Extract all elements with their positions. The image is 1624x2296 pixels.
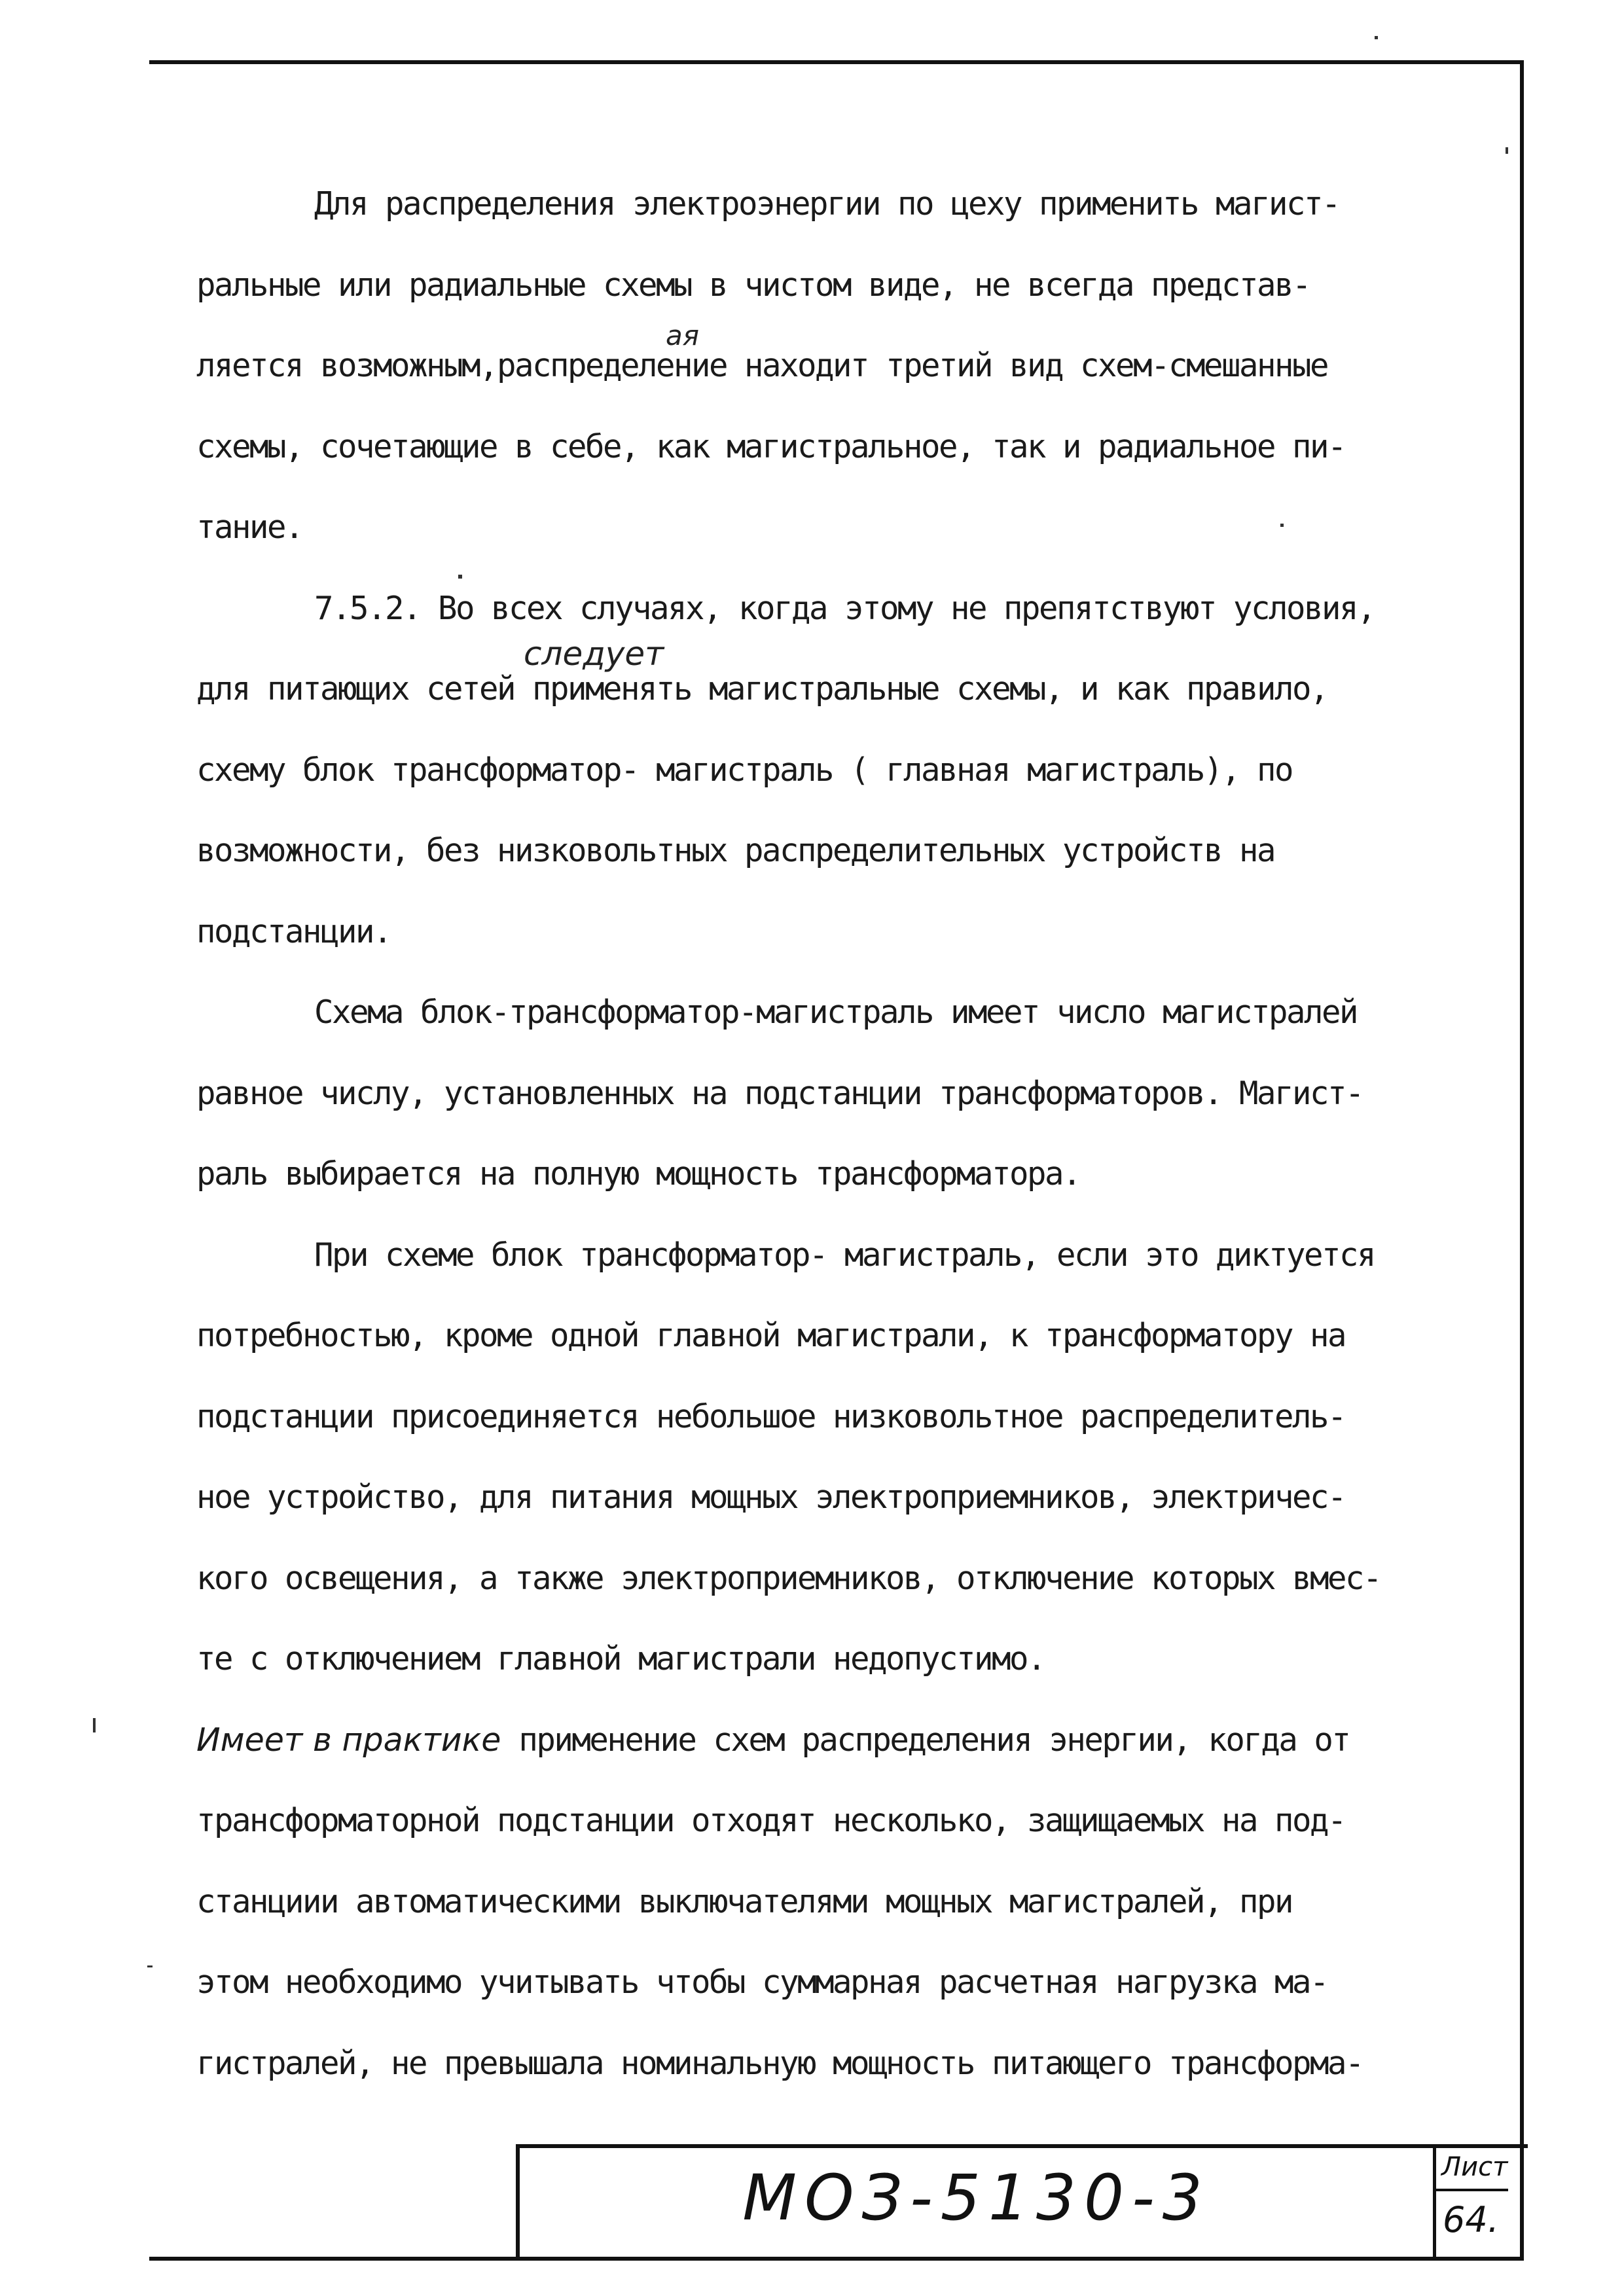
handwritten-note-aya: ая xyxy=(666,319,700,351)
sheet-cell xyxy=(1436,2148,1528,2261)
scan-speck xyxy=(93,1718,96,1732)
sheet-number: 64. xyxy=(1443,2199,1499,2240)
text-line-22: станциии автоматическими выключателями мощных магистралей, при xyxy=(196,1882,1293,1920)
scan-speck xyxy=(1280,524,1284,527)
document-code: МОЗ-5130-3 xyxy=(742,2161,1210,2234)
text-line-5: тание. xyxy=(196,509,303,546)
text-line-13: раль выбирается на полную мощность трансформатора. xyxy=(196,1155,1081,1193)
scan-speck xyxy=(458,575,462,579)
sheet-divider xyxy=(1436,2189,1508,2191)
scan-speck xyxy=(147,1965,153,1967)
scan-speck xyxy=(1375,36,1378,39)
scan-speck xyxy=(1506,147,1508,154)
sheet-label: Лист xyxy=(1441,2152,1508,2182)
handwritten-note-sleduet: следует xyxy=(524,635,664,673)
title-block xyxy=(516,2144,1528,2261)
text-line-24: гистралей, не превышала номинальную мощность питающего трансформа- xyxy=(196,2044,1363,2082)
text-line-10: подстанции. xyxy=(196,912,391,950)
text-line-4: схемы, сочетающие в себе, как магистральное, так и радиальное пи- xyxy=(196,427,1346,465)
text-line-1: Для распределения электроэнергии по цеху применить магист- xyxy=(314,185,1340,223)
text-line-17: ное устройство, для питания мощных электроприемников, электричес- xyxy=(196,1479,1346,1516)
text-line-18: кого освещения, а также электроприемников, отключение которых вмес- xyxy=(196,1559,1381,1597)
text-line-15: потребностью, кроме одной главной магистрали, к трансформатору на xyxy=(196,1317,1346,1354)
handwritten-prefix: Имеет в практике xyxy=(196,1721,501,1759)
text-line-12: равное числу, установленных на подстанции трансформаторов. Магист- xyxy=(196,1074,1363,1112)
text-line-16: подстанции присоединяется небольшое низковольтное распределитель- xyxy=(196,1397,1346,1435)
text-line-3: ляется возможным,распределение находит третий вид схем-смешанные xyxy=(196,347,1328,384)
frame-top-line xyxy=(149,60,1524,64)
text-line-7: для питающих сетей применять магистральные схемы, и как правило, xyxy=(196,670,1328,708)
text-line-20-body: применение схем распределения энергии, когда от xyxy=(518,1721,1350,1759)
text-line-11: Схема блок-трансформатор-магистраль имеет число магистралей xyxy=(314,994,1358,1031)
document-body xyxy=(196,164,1532,2104)
text-line-2: ральные или радиальные схемы в чистом виде, не всегда представ- xyxy=(196,266,1310,304)
text-line-19: те с отключением главной магистрали недопустимо. xyxy=(196,1640,1045,1677)
text-line-21: трансформаторной подстанции отходят несколько, защищаемых на под- xyxy=(196,1802,1346,1839)
text-line-6: 7.5.2. Во всех случаях, когда этому не препятствуют условия, xyxy=(314,589,1375,627)
text-line-8: схему блок трансформатор- магистраль ( главная магистраль), по xyxy=(196,751,1293,789)
text-line-14: При схеме блок трансформатор- магистраль, если это диктуется xyxy=(314,1236,1375,1274)
text-line-20 xyxy=(196,1700,1532,1781)
text-line-9: возможности, без низковольтных распределительных устройств на xyxy=(196,832,1275,869)
text-line-23: этом необходимо учитывать чтобы суммарная расчетная нагрузка ма- xyxy=(196,1964,1328,2001)
